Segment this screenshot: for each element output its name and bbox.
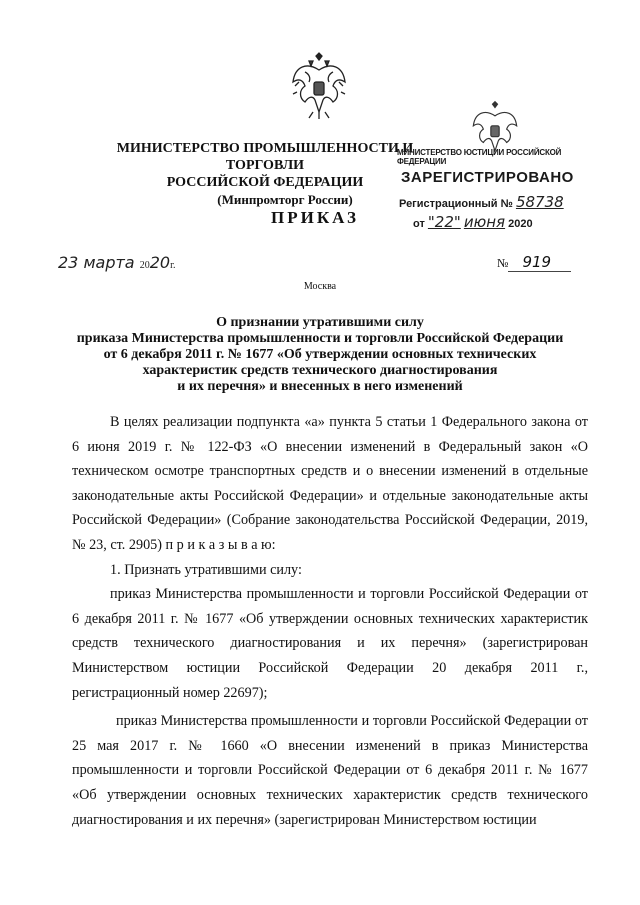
paragraph-preamble: В целях реализации подпункта «а» пункта 5 статьи 1 Федерального закона от 6 июня 2019 г. № 122-ФЗ «О внесении изменений в Федеральный закон «О техническом осмотре транспортных средств и о внесении изменений в отдельные законодательные акты Российской Федерации» и отдельные законодательные акты Российской Федерации» (Собрание законодательства Российской Федерации, 2019, № 23, ст. 2905) п р и к а з ы в а ю: <box>72 414 588 553</box>
stamp-date-from: от <box>413 218 425 230</box>
stamp-registered: ЗАРЕГИСТРИРОВАНО <box>401 169 574 186</box>
stamp-date-month: июня <box>463 213 506 231</box>
order-date-year-suffix: 20 <box>149 253 171 272</box>
order-date-g: г. <box>170 260 176 271</box>
registration-stamp <box>393 145 601 235</box>
stamp-ministry: МИНИСТЕРСТВО ЮСТИЦИИ РОССИЙСКОЙ ФЕДЕРАЦИИ <box>397 148 562 166</box>
ministry-header <box>100 140 430 208</box>
stamp-reg-number: 58738 <box>515 193 564 211</box>
paragraph-item-1: 1. Признать утратившими силу: <box>110 561 302 578</box>
title-line2: приказа Министерства промышленности и торговли Российской Федерации <box>76 331 564 346</box>
ministry-name-line2: РОССИЙСКОЙ ФЕДЕРАЦИИ <box>166 175 364 190</box>
title-line1: О признании утратившими силу <box>216 315 424 330</box>
paragraph-order-1660: приказ Министерства промышленности и торговли Российской Федерации от 25 мая 2017 г. № 1660 «О внесении изменений в приказ Министерства промышленности и торговли Российской Федерации от 6 декабря 2011 г. № 1677 «Об утверждении основных технических характеристик средств технического диагностирования и их перечня» (зарегистрирован Министерством юстиции <box>72 713 588 828</box>
order-number-label: № <box>497 256 509 270</box>
order-number <box>497 253 571 271</box>
paragraph-order-1677: приказ Министерства промышленности и торговли Российской Федерации от 6 декабря 2011 г. № 1677 «Об утверждении основных технических характеристик средств технического диагностирования и их перечня» (зарегистрирован Министерством юстиции Российской Федерации 20 декабря 2011 г., регистрационный номер 22697); <box>72 586 588 701</box>
document-title <box>70 315 570 395</box>
title-line4: характеристик средств технического диагностирования <box>142 363 498 378</box>
document-body <box>72 410 588 832</box>
title-line3: от 6 декабря 2011 г. № 1677 «Об утверждении основных технических <box>103 347 537 362</box>
document-type: ПРИКАЗ <box>271 208 359 227</box>
city-name: Москва <box>303 281 337 292</box>
ministry-name-line1: МИНИСТЕРСТВО ПРОМЫШЛЕННОСТИ И ТОРГОВЛИ <box>116 141 414 173</box>
order-number-value: 919 <box>508 253 571 272</box>
order-date <box>58 253 176 272</box>
stamp-reg-label: Регистрационный № <box>399 198 513 210</box>
order-date-handwritten: 23 марта <box>58 253 135 272</box>
stamp-reg-number-line <box>399 193 564 211</box>
coat-of-arms-icon <box>289 52 349 122</box>
stamp-date-line <box>413 213 533 231</box>
title-line5: и их перечня» и внесенных в него изменений <box>177 379 463 394</box>
ministry-short-name: (Минпромторг России) <box>217 192 353 207</box>
stamp-date-day: "22" <box>427 213 461 231</box>
order-date-year-prefix: 20 <box>139 260 150 271</box>
stamp-date-year: 2020 <box>508 218 533 230</box>
